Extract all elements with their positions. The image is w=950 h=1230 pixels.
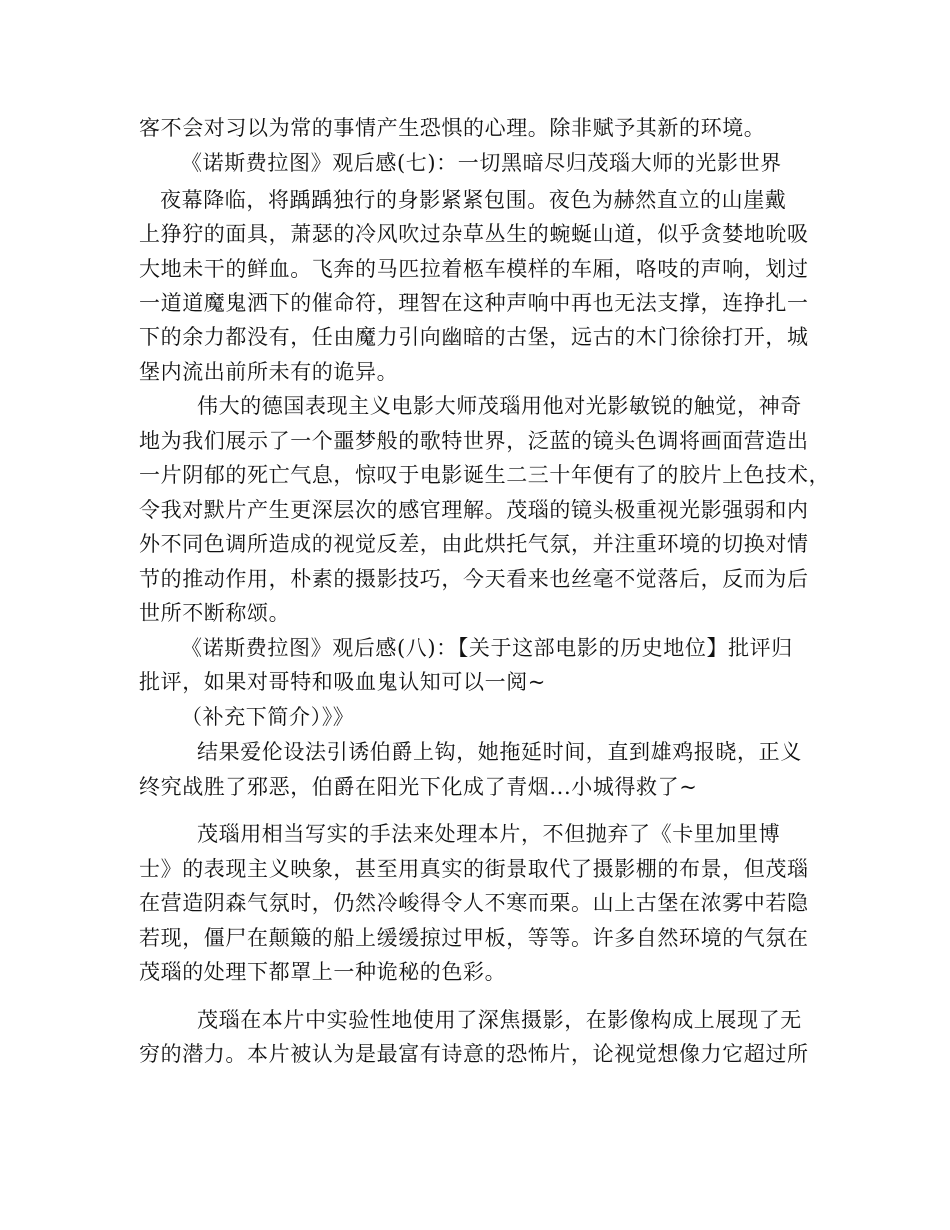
text-line: 堡内流出前所未有的诡异。 bbox=[139, 360, 399, 384]
text-line: 一道道魔鬼洒下的催命符，理智在这种声响中再也无法支撑，连挣扎一 bbox=[139, 291, 809, 315]
text-line: 客不会对习以为常的事情产生恐惧的心理。除非赋予其新的环境。 bbox=[139, 116, 766, 140]
text-line: 世所不断称颂。 bbox=[139, 601, 291, 625]
paragraph-first-line: 茂瑙用相当写实的手法来处理本片，不但抛弃了《卡里加里博 bbox=[197, 822, 781, 846]
text-line: 下的余力都没有，任由魔力引向幽暗的古堡，远古的木门徐徐打开，城 bbox=[139, 325, 809, 349]
paragraph-first-line: 夜幕降临，将踽踽独行的身影紧紧包围。夜色为赫然直立的山崖戴 bbox=[160, 188, 787, 212]
paragraph-first-line: 结果爱伦设法引诱伯爵上钩，她拖延时间，直到雄鸡报晓，正义 bbox=[197, 740, 802, 764]
paragraph-first-line: 茂瑙在本片中实验性地使用了深焦摄影，在影像构成上展现了无 bbox=[197, 1008, 802, 1032]
text-line: 士》的表现主义映象，甚至用真实的街景取代了摄影棚的布景，但茂瑙 bbox=[139, 857, 809, 881]
text-line: 茂瑙的处理下都罩上一种诡秘的色彩。 bbox=[139, 960, 507, 984]
text-line: 终究战胜了邪恶，伯爵在阳光下化成了青烟...小城得救了~ bbox=[139, 775, 698, 799]
text-line: 上狰狞的面具，萧瑟的冷风吹过杂草丛生的蜿蜒山道，似乎贪婪地吮吸 bbox=[139, 222, 809, 246]
text-line: 地为我们展示了一个噩梦般的歌特世界，泛蓝的镜头色调将画面营造出 bbox=[139, 429, 809, 453]
text-line: 外不同色调所造成的视觉反差，由此烘托气氛，并注重环境的切换对情 bbox=[139, 532, 809, 556]
text-line: 批评，如果对哥特和吸血鬼认知可以一阅~ bbox=[139, 670, 546, 694]
text-line: （补充下简介）》》 bbox=[181, 705, 355, 729]
text-line: 大地未干的鲜血。飞奔的马匹拉着柩车模样的车厢，咯吱的声响，划过 bbox=[139, 257, 809, 281]
text-line: 穷的潜力。本片被认为是最富有诗意的恐怖片，论视觉想像力它超过所 bbox=[139, 1042, 809, 1066]
section-heading: 《诺斯费拉图》观后感(七)：一切黑暗尽归茂瑙大师的光影世界 bbox=[181, 151, 782, 175]
text-line: 若现，僵尸在颠簸的船上缓缓掠过甲板，等等。许多自然环境的气氛在 bbox=[139, 926, 809, 950]
text-line: 一片阴郁的死亡气息，惊叹于电影诞生二三十年便有了的胶片上色技术， bbox=[139, 463, 831, 487]
text-line: 令我对默片产生更深层次的感官理解。茂瑙的镜头极重视光影强弱和内 bbox=[139, 498, 809, 522]
section-heading: 《诺斯费拉图》观后感(八)：【关于这部电影的历史地位】批评归 bbox=[181, 636, 793, 660]
paragraph-first-line: 伟大的德国表现主义电影大师茂瑙用他对光影敏锐的触觉，神奇 bbox=[197, 394, 802, 418]
text-line: 节的推动作用，朴素的摄影技巧，今天看来也丝毫不觉落后，反而为后 bbox=[139, 567, 809, 591]
text-line: 在营造阴森气氛时，仍然冷峻得令人不寒而栗。山上古堡在浓雾中若隐 bbox=[139, 891, 809, 915]
